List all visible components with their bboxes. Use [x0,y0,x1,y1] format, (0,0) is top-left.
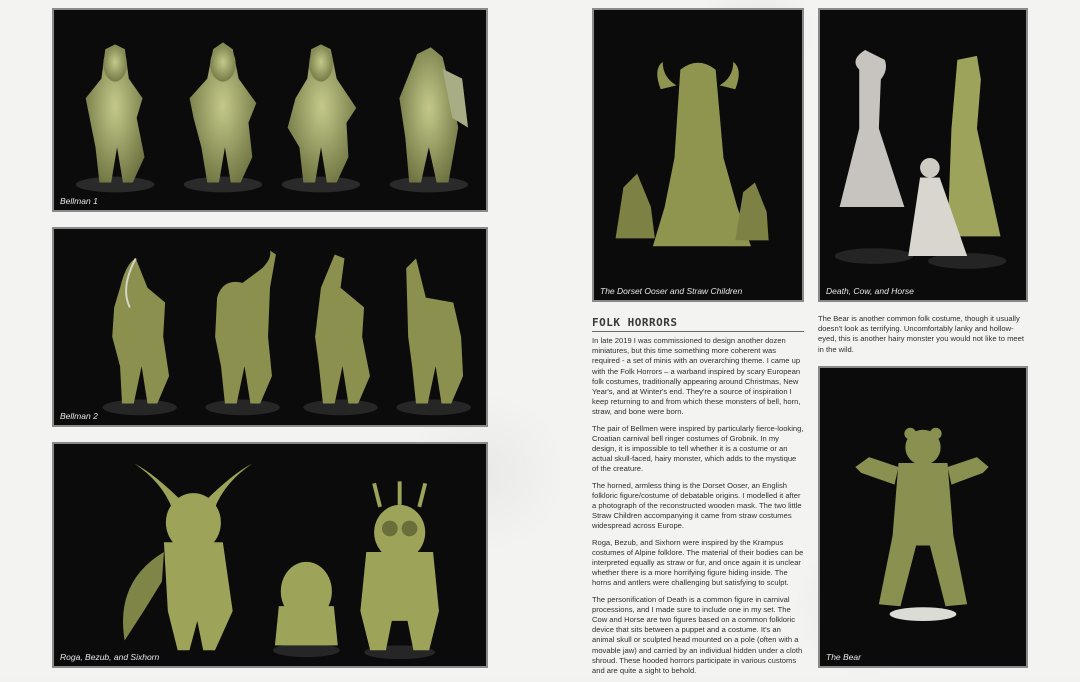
caption-the-bear: The Bear [826,652,861,662]
caption-bellman-2: Bellman 2 [60,411,98,421]
article-paragraph: Roga, Bezub, and Sixhorn were inspired by the Krampus costumes of Alpine folklore. The material of their bodies can be interpreted equally as straw or fur, and once again it is unclear whether there is a more horrifying figure hiding inside. The horns and antlers were challenging but satisfying to sculpt. [592,537,804,588]
bellman-1-figures-image [54,10,486,210]
death-cow-horse-figures-image [820,10,1026,300]
photo-death-cow-horse [818,8,1028,302]
article-paragraph: The personification of Death is a common figure in carnival processions, and I made sure to include one in my set. The Cow and Horse are two figures based on a common folkloric device that sits between a puppet and a costume. It's an animal skull or sculpted head mounted on a pole (often with a movable jaw) and carried by an individual hidden under a cloth shroud. These hooded horrors participate in various customs and are quite a sight to behold. [592,594,803,676]
caption-death-cow-horse: Death, Cow, and Horse [826,286,914,296]
photo-bellman-1 [52,8,488,212]
photo-dorset-ooser [592,8,804,302]
photo-the-bear [818,366,1028,668]
article-body [592,336,804,682]
caption-roga-bezub-sixhorn: Roga, Bezub, and Sixhorn [60,652,160,662]
roga-bezub-sixhorn-figures-image [54,444,486,666]
bear-description [818,314,1028,361]
photo-bellman-2 [52,227,488,427]
bear-figure-image [820,368,1026,666]
bellman-2-figures-image [54,229,486,425]
caption-dorset-ooser: The Dorset Ooser and Straw Children [600,286,743,296]
dorset-ooser-figures-image [594,10,802,300]
article-paragraph: In late 2019 I was commissioned to design another dozen miniatures, but this time something more coherent was required - a set of minis with an overarching theme. I came up with the Folk Horrors – a warband inspired by scary European folk costumes, traditionally appearing around Christmas, New Year's, and at Winter's end. They're a source of inspiration I keep returning to and from which these monsters of bell, horn, straw, and bone were born. [592,336,801,417]
photo-roga-bezub-sixhorn [52,442,488,668]
article-paragraph: The horned, armless thing is the Dorset Ooser, an English folkloric figure/costume of debatable origins. I modelled it after a photograph of the reconstructed wooden mask. The two little Straw Children accompanying it came from straw costumes widespread across Europe. [592,480,802,531]
caption-bellman-1: Bellman 1 [60,196,98,206]
bear-paragraph: The Bear is another common folk costume, though it usually doesn't look as terrifying. Uncomfortably lanky and hollow-eyed, this is another hairy monster you would not like to meet in the wild. [818,314,1024,354]
article-heading: FOLK HORRORS [592,316,804,332]
article-paragraph: The pair of Bellmen were inspired by particularly fierce-looking, Croatian carnival bell ringer costumes of Grobnik. In my design, it is impossible to tell whether it is a costume or an actual skull-faced, hairy monster, which adds to the mystique of the creature. [592,423,804,474]
